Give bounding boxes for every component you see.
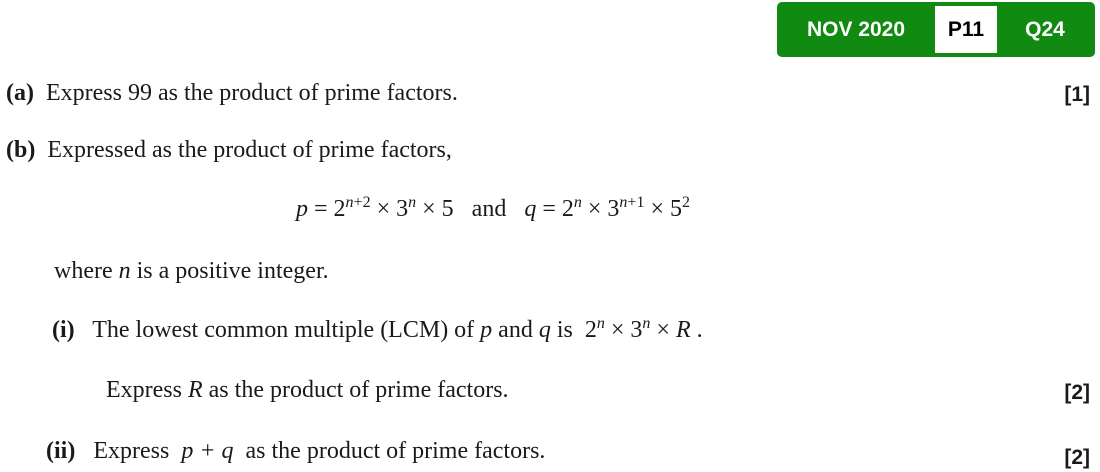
part-ii-text-2: as the product of prime factors. bbox=[245, 438, 546, 464]
part-i-marks: [2] bbox=[1064, 381, 1090, 404]
part-i-instruction bbox=[106, 377, 509, 404]
part-a-line bbox=[6, 80, 458, 107]
badge-question: Q24 bbox=[1025, 17, 1065, 41]
part-ii-marks: [2] bbox=[1064, 446, 1090, 469]
part-b-label: (b) bbox=[6, 137, 36, 163]
part-b-line bbox=[6, 137, 452, 164]
part-a-text: Express 99 as the product of prime factors. bbox=[45, 80, 458, 106]
part-ii-line bbox=[46, 438, 545, 465]
part-a-label: (a) bbox=[6, 80, 34, 106]
part-i-label: (i) bbox=[52, 317, 75, 343]
part-ii-text-1: Express bbox=[93, 438, 170, 464]
part-i-line bbox=[52, 317, 703, 344]
badge-paper: P11 bbox=[935, 6, 997, 53]
equation-line: $p = 2^{n+2} \times 3^n \times 5$ and $q = 2^n \times 3^{n+1} \times 5^2$ bbox=[296, 194, 690, 222]
part-i-text-and: and bbox=[498, 317, 533, 343]
part-i-var-q: q bbox=[538, 317, 551, 343]
part-i-instruction-1: Express bbox=[106, 377, 182, 403]
part-i-instruction-2: as the product of prime factors. bbox=[208, 377, 509, 403]
eq-p-variable: p bbox=[296, 196, 308, 222]
question-badge bbox=[777, 2, 1095, 57]
where-text-1: where bbox=[54, 258, 113, 284]
part-a-marks: [1] bbox=[1064, 83, 1090, 106]
where-line bbox=[54, 258, 329, 285]
part-i-var-p: p bbox=[480, 317, 493, 343]
where-text-2: is a positive integer. bbox=[136, 258, 329, 284]
part-i-text-1: The lowest common multiple (LCM) of bbox=[92, 317, 475, 343]
badge-session: NOV 2020 bbox=[806, 17, 906, 41]
part-i-instruction-var: R bbox=[187, 377, 203, 403]
part-i-text-is: is bbox=[556, 317, 573, 343]
where-variable: n bbox=[118, 258, 131, 284]
part-ii-label: (ii) bbox=[46, 438, 76, 464]
part-b-intro: Expressed as the product of prime factors, bbox=[47, 137, 452, 163]
lcm-expression: $2^n \times 3^n \times R$ . bbox=[584, 315, 703, 343]
eq-q-variable: q bbox=[524, 196, 537, 222]
part-ii-expression: p + q bbox=[181, 438, 234, 464]
eq-and: and bbox=[471, 196, 507, 222]
